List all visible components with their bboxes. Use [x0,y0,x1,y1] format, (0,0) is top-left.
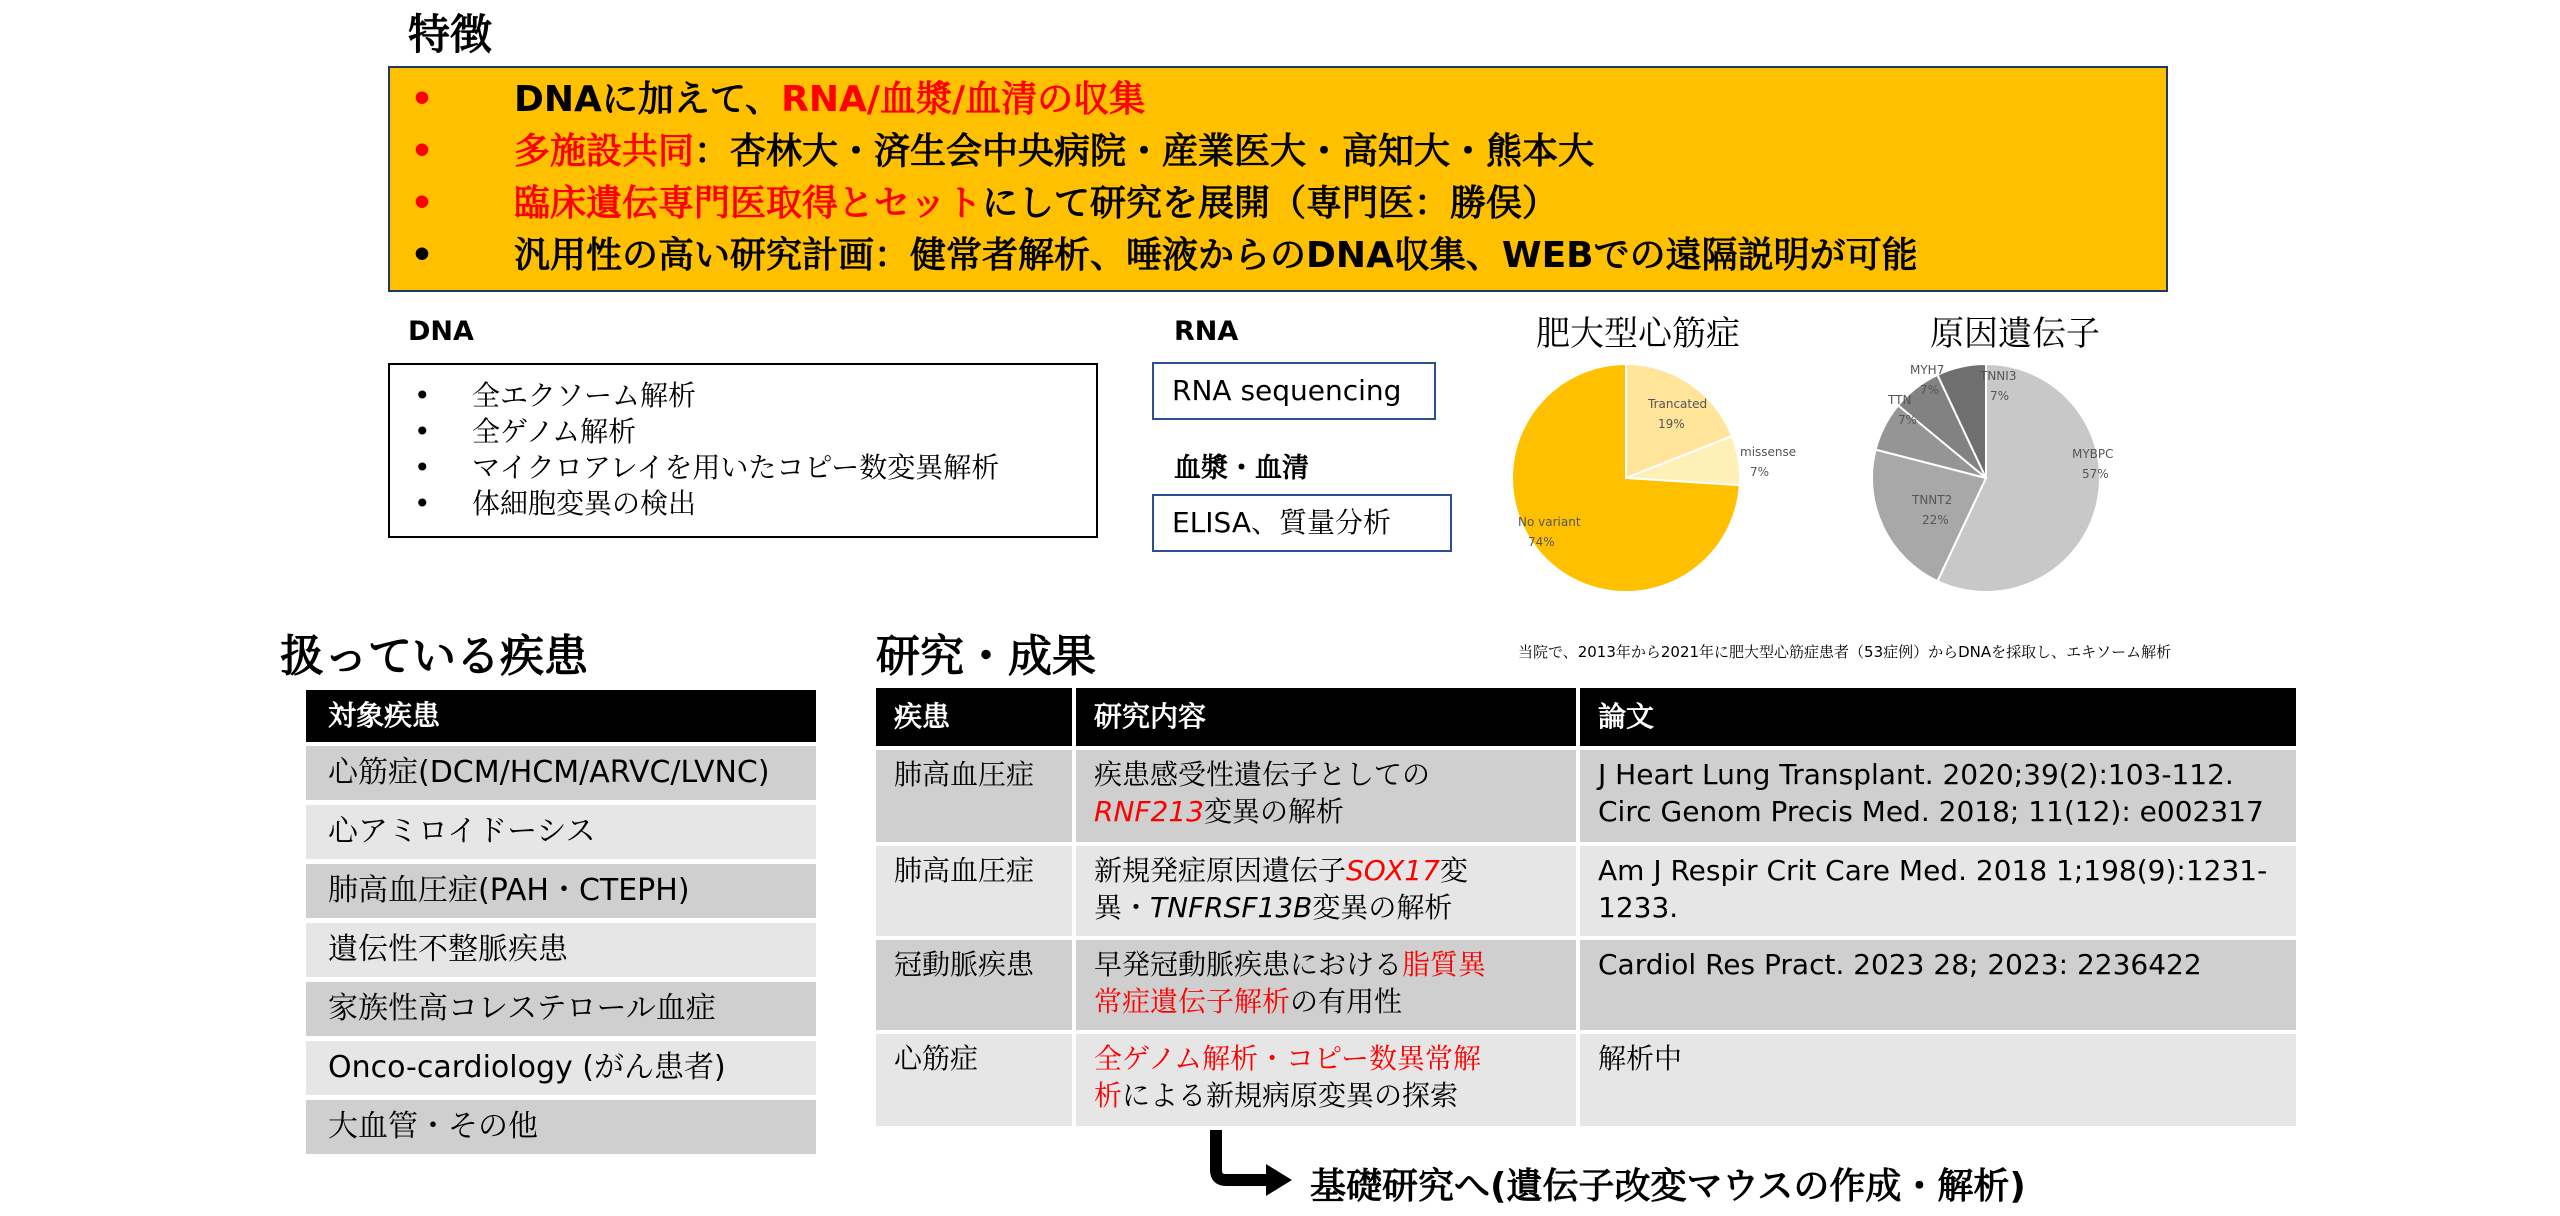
pie-label: MYH7 [1910,363,1945,377]
bullet-icon: • [410,235,434,276]
paper-citation: Am J Respir Crit Care Med. 2018 1;198(9):1231- [1598,854,2268,887]
research-row [876,1034,2296,1126]
feature-text-part: 汎用性の高い研究計画：健常者解析、唾液からのDNA収集、WEBでの遠隔説明が可能 [514,235,1918,276]
gene-name: RNF213 [1094,795,1204,828]
research-content [1076,846,1576,936]
pie-label: TTN [1888,393,1912,407]
bullet-icon: • [414,379,431,412]
feature-item [390,126,2166,178]
features-title: 特徴 [408,10,493,59]
research-papers [1580,940,2296,1030]
highlight-text: 全ゲノム解析・コピー数異常解 [1094,1042,1481,1075]
chart-note: 当院で、2013年から2021年に肥大型心筋症患者（53症例）からDNAを採取し、エキソーム解析 [1518,643,2172,661]
header-content: 研究内容 [1076,688,1576,746]
pie-label: Trancated [1648,397,1708,411]
pie-label: missense [1740,445,1797,459]
plasma-method-box: ELISA、質量分析 [1152,494,1452,552]
feature-text [514,178,1558,230]
research-content [1076,1034,1576,1126]
research-table [876,688,2296,1126]
content-text: 疾患感受性遺伝子としての [1094,758,1431,791]
pie-title-hcm: 肥大型心筋症 [1536,314,1740,354]
disease-row: Onco-cardiology (がん患者) [306,1041,816,1095]
feature-text [514,126,1594,178]
pie-title-genes: 原因遺伝子 [1930,314,2100,354]
research-disease: 冠動脈疾患 [876,940,1072,1030]
research-row [876,940,2296,1030]
diseases-title: 扱っている疾患 [280,631,588,682]
pie-label: TNNI3 [1980,369,2017,383]
feature-item [390,178,2166,230]
research-disease: 心筋症 [876,1034,1072,1126]
gene-name: TNFRSF13B [1150,891,1313,924]
disease-row: 心アミロイドーシス [306,805,816,859]
research-title: 研究・成果 [876,631,1096,682]
disease-row: 大血管・その他 [306,1100,816,1154]
pie-value-label: 7% [1750,465,1770,479]
plasma-title: 血漿・血清 [1174,453,1309,484]
pie-label: No variant [1518,515,1581,529]
highlight-text: 析 [1094,1079,1123,1112]
research-disease: 肺高血圧症 [876,846,1072,936]
research-papers [1580,1034,2296,1126]
pie-value-label: 7% [1920,383,1940,397]
pie-value-label: 19% [1658,417,1685,431]
rna-method-box: RNA sequencing [1152,362,1436,420]
highlight-text: 臨床遺伝専門医取得とセット [514,183,983,224]
research-header-row [876,688,2296,746]
pie-value-label: 7% [1898,413,1918,427]
research-papers [1580,846,2296,936]
paper-citation: 1233. [1598,891,1679,924]
research-content [1076,750,1576,842]
basic-research-text: 基礎研究へ(遺伝子改変マウスの作成・解析) [1310,1166,2026,1207]
research-content [1076,940,1576,1030]
diseases-table [306,690,816,1159]
turn-arrow-icon [1196,1126,1296,1200]
bullet-icon: • [414,487,431,520]
content-text: 異・ [1094,891,1151,924]
disease-row: 心筋症(DCM/HCM/ARVC/LVNC) [306,746,816,800]
bullet-icon: • [410,131,434,172]
research-disease: 肺高血圧症 [876,750,1072,842]
dna-method-text: 全エクソーム解析 [472,379,697,412]
diseases-header: 対象疾患 [306,690,816,742]
content-text: の有用性 [1290,985,1403,1018]
header-disease: 疾患 [876,688,1072,746]
research-row [876,846,2296,936]
highlight-text: 脂質異 [1402,948,1487,981]
content-text: 早発冠動脈疾患における [1094,948,1403,981]
paper-citation: 解析中 [1598,1042,1683,1075]
pie-value-label: 74% [1528,535,1555,549]
content-text: による新規病原変異の探索 [1122,1079,1459,1112]
dna-title: DNA [408,316,474,347]
feature-text-part: DNAに加えて、 [514,79,782,120]
feature-text-part: ：杏林大・済生会中央病院・産業医大・高知大・熊本大 [694,131,1595,172]
rna-title: RNA [1174,316,1239,347]
pie-charts [1500,350,2200,610]
content-text: 変異の解析 [1312,891,1453,924]
dna-method-text: 体細胞変異の検出 [472,487,697,520]
bullet-icon: • [410,79,434,120]
bullet-icon: • [414,415,431,448]
highlight-text: 多施設共同 [514,131,695,172]
disease-row: 肺高血圧症(PAH・CTEPH) [306,864,816,918]
header-paper: 論文 [1580,688,2296,746]
features-box [388,66,2168,292]
paper-citation: Circ Genom Precis Med. 2018; 11(12): e002317 [1598,795,2264,828]
content-text: 変異の解析 [1203,795,1344,828]
content-text: 変 [1439,854,1468,887]
paper-citation: Cardiol Res Pract. 2023 28; 2023: 2236422 [1598,948,2202,981]
paper-citation: J Heart Lung Transplant. 2020;39(2):103-112. [1598,758,2234,791]
disease-row: 家族性高コレステロール血症 [306,982,816,1036]
dna-method-text: 全ゲノム解析 [472,415,637,448]
dna-methods-box [388,363,1098,538]
content-text: 新規発症原因遺伝子 [1094,854,1347,887]
feature-text-part: にして研究を展開（専門医：勝俣） [982,183,1559,224]
pie-value-label: 22% [1922,513,1949,527]
feature-text [514,230,1918,282]
feature-item [390,230,2166,282]
highlight-text: RNA/血漿/血清の収集 [781,79,1146,120]
bullet-icon: • [410,183,434,224]
disease-row: 遺伝性不整脈疾患 [306,923,816,977]
research-papers [1580,750,2296,842]
feature-text [514,74,1145,126]
research-row [876,750,2296,842]
dna-method-text: マイクロアレイを用いたコピー数変異解析 [472,451,1000,484]
pie-value-label: 7% [1990,389,2010,403]
pie-label: TNNT2 [1912,493,1953,507]
pie-label: MYBPC [2072,447,2114,461]
gene-name: SOX17 [1346,854,1440,887]
feature-item [390,74,2166,126]
pie-value-label: 57% [2082,467,2109,481]
highlight-text: 常症遺伝子解析 [1094,985,1291,1018]
bullet-icon: • [414,451,431,484]
